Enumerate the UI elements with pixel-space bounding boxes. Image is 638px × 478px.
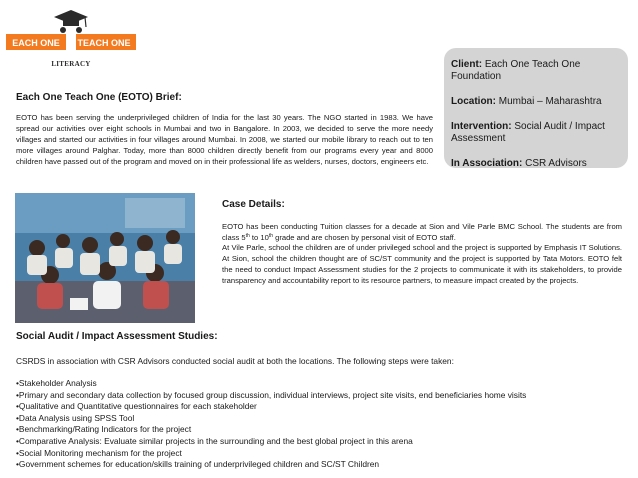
project-info-box (444, 48, 628, 168)
logo-left-text: EACH ONE (12, 38, 60, 48)
location-row (451, 96, 621, 108)
list-item: •Government schemes for education/skills training of underprivileged children and SC/ST Children (16, 459, 380, 470)
logo-graphic (6, 6, 136, 60)
association-row (451, 158, 621, 170)
audit-intro: CSRDS in association with CSR Advisors conducted social audit at both the locations. The following steps were taken: (16, 356, 454, 366)
brief-title: Each One Teach One (EOTO) Brief: (16, 92, 182, 103)
case-paragraph-1 (222, 222, 622, 243)
list-item: •Social Monitoring mechanism for the project (16, 447, 182, 458)
case-p1-part-c: grade and are chosen by personal visit of EOTO staff. (272, 232, 456, 242)
case-p1-sup-2: th (268, 232, 273, 239)
list-item: •Stakeholder Analysis (16, 378, 97, 388)
classroom-illustration (15, 193, 195, 323)
mortarboard-base (63, 20, 79, 26)
brief-text: EOTO has been serving the underprivileged children of India for the last 30 years. The NGO started in 1983. We have spread our activities over eight schools in Mumbai and two in Bangalore. In 2003, we decided to serve the more needy villages and started our activities in four villages around Mumbai. In 2008, we started our mobile library to reach out to ten more villages around Palghar. Today, more than 8000 children directly benefit from our programs every year and 8000 children have passed out of the program and moved on in their professional life as welders, nurses, doctors, engineers etc. (16, 113, 433, 166)
association-value: CSR Advisors (522, 158, 587, 169)
intervention-label: Intervention: (451, 121, 512, 132)
case-paragraph-2: At Vile Parle, school the children are of under privileged school and the project is supported by Emphasis IT Solutions. At Sion, school the children thought are of SC/ST community and the project is supported by Tata Motors. EOTO felt the need to conduct Impact Assessment studies for the 2 projects to communicate it with its stakeholders, to provide transparency and accountability report to its resource partners, to measure impact created by the projects. (222, 243, 622, 285)
intervention-row (451, 121, 621, 145)
case-p1-sup-1: th (245, 232, 250, 239)
location-label: Location: (451, 96, 496, 107)
audit-title: Social Audit / Impact Assessment Studies: (16, 331, 218, 342)
tassel (85, 17, 86, 27)
logo-subtitle: LITERACY (51, 60, 91, 68)
list-item: •Benchmarking/Rating Indicators for the project (16, 424, 192, 435)
location-value: Mumbai – Maharashtra (496, 96, 602, 107)
list-item: •Data Analysis using SPSS Tool (16, 412, 135, 423)
figure-left-head (60, 27, 66, 33)
figure-right-head (76, 27, 82, 33)
list-item: •Qualitative and Quantitative questionnaires for each stakeholder (16, 401, 257, 412)
list-item: •Primary and secondary data collection by focused group discussion, individual interviews, project site visits, end beneficiaries home visits (16, 389, 527, 400)
case-details-text (222, 222, 622, 286)
client-value: Each One Teach One Foundation (451, 59, 581, 82)
eoto-logo (6, 6, 136, 70)
case-details-title: Case Details: (222, 199, 285, 210)
list-item: •Comparative Analysis: Evaluate similar projects in the surrounding and the best global project in this arena (16, 435, 413, 446)
client-label: Client: (451, 59, 483, 70)
association-label: In Association: (451, 158, 523, 169)
case-p1-part-a: EOTO has been conducting Tuition classes for a decade at Sion and Vile Parle BMC School. The students are from class 5 (222, 222, 622, 242)
classroom-photo (15, 193, 195, 323)
logo-right-text: TEACH ONE (77, 38, 131, 48)
case-p1-part-b: to 10 (249, 232, 269, 242)
logo-book-divider (66, 32, 76, 54)
intervention-value: Social Audit / Impact Assessment (451, 121, 605, 144)
client-row (451, 59, 621, 83)
audit-steps-list (16, 378, 526, 471)
